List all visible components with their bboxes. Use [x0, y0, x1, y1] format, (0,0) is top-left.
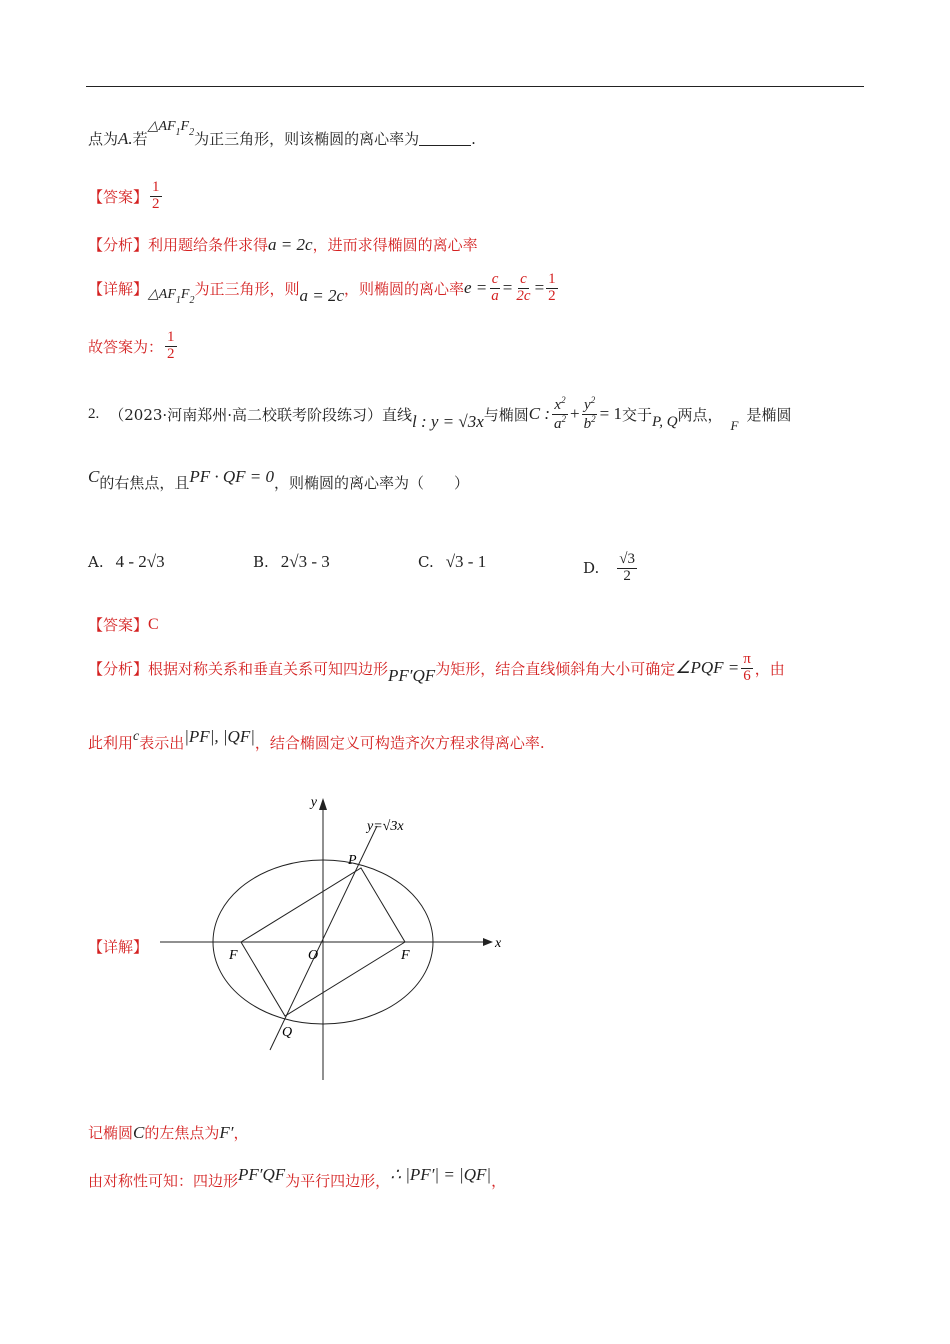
text: 为平行四边形， — [285, 1172, 391, 1190]
detail-label: 【详解】 — [88, 279, 149, 298]
question2 — [88, 396, 792, 433]
fraction: $\frac{c}{a}$ — [491, 271, 499, 304]
answer1 — [88, 180, 164, 213]
label-o: O — [308, 948, 319, 963]
math-expr: PF′QF — [238, 1164, 286, 1184]
note1 — [88, 1122, 249, 1143]
option-b[interactable]: B. 2√3 - 3 — [253, 552, 330, 571]
text: 交于 — [621, 405, 652, 424]
problem1-tail — [88, 119, 476, 149]
analysis2 — [88, 652, 785, 685]
answer-label: 【答案】 — [88, 187, 149, 206]
text: 点为 — [88, 130, 119, 148]
text: ，由 — [754, 659, 785, 678]
math-expr: = 1 — [599, 404, 622, 424]
math-expr: |PF|, |QF| — [184, 726, 255, 746]
text: 故答案为： — [88, 337, 164, 356]
x-axis-arrow — [483, 938, 493, 946]
math-expr: l : y = √3x — [411, 412, 484, 432]
text: 的左焦点为 — [144, 1124, 220, 1142]
answer-label: 【答案】 — [88, 616, 149, 634]
point-a: A. — [118, 128, 133, 148]
text: 的右焦点，且 — [99, 474, 190, 492]
label-f-right: F — [401, 948, 410, 963]
math-expr: F — [730, 418, 739, 434]
question2-cont — [88, 466, 470, 493]
text: 根据对称关系和垂直关系可知四边形 — [148, 659, 389, 678]
label-q: Q — [282, 1025, 293, 1040]
math-expr: a = 2c — [268, 234, 313, 254]
text: 表示出 — [139, 734, 185, 752]
text: 利用题给条件求得 — [148, 236, 269, 254]
text: 为正三角形，则 — [194, 279, 300, 298]
detail1 — [88, 272, 560, 305]
text: ，则椭圆的离心率为（ ） — [274, 474, 470, 492]
option-d[interactable]: D. $\frac{√3}{2}$ — [583, 551, 635, 584]
triangle-expr: $\triangle AF_1F_2$ — [147, 119, 195, 138]
math-expr: c — [133, 728, 140, 744]
triangle-expr: $\triangle AF_1F_2$ — [148, 286, 195, 306]
text: 若 — [132, 130, 148, 148]
math-expr: PF · QF = 0 — [189, 466, 275, 486]
equals: = — [502, 278, 513, 298]
text: 是椭圆 — [746, 405, 792, 424]
analysis1 — [88, 234, 478, 255]
fraction: $\frac{c}{2c}$ — [516, 271, 531, 304]
analysis2-cont — [88, 726, 545, 753]
math-expr: PF′QF — [388, 666, 436, 686]
math-expr: ∴ |PF′| = |QF| — [390, 1164, 492, 1184]
text: ，则椭圆的离心率 — [344, 279, 465, 298]
fraction: $\frac{1}{2}$ — [548, 271, 556, 304]
math-expr: a = 2c — [299, 286, 344, 306]
label-f-left: F — [229, 948, 238, 963]
note2 — [88, 1164, 507, 1191]
analysis-label: 【分析】 — [88, 236, 149, 254]
text: . — [471, 129, 476, 148]
fraction: $\frac{1}{2}$ — [167, 329, 175, 362]
text: 为正三角形，则该椭圆的离心率为 — [194, 130, 420, 148]
text: 此利用 — [88, 734, 134, 752]
label-p: P — [348, 853, 357, 868]
answer2 — [88, 614, 159, 635]
label-x-axis: x — [495, 936, 502, 951]
text: ，进而求得椭圆的离心率 — [312, 236, 478, 254]
text: 由对称性可知：四边形 — [88, 1172, 239, 1190]
text: 为矩形，结合直线倾斜角大小可确定 — [435, 659, 676, 678]
option-c[interactable]: C. √3 - 1 — [418, 552, 487, 571]
question-number: 2. — [88, 405, 100, 422]
math-expr: C : — [528, 404, 551, 424]
fraction: $\frac{x^2}{a^2}$ — [554, 395, 567, 432]
detail2 — [88, 936, 148, 957]
plus: + — [570, 404, 580, 424]
label-line: y=√3x — [367, 819, 404, 834]
math-expr: C — [88, 466, 100, 486]
math-expr: ∠PQF = — [675, 658, 740, 678]
ellipse-figure — [155, 788, 505, 1088]
fraction: $\frac{\pi}{6}$ — [743, 651, 751, 684]
answer-fraction: $\frac{1}{2}$ — [152, 179, 160, 212]
header-rule — [86, 86, 864, 87]
final-answer1 — [88, 330, 179, 363]
math-expr: e = — [464, 278, 488, 298]
math-expr: P, Q — [651, 413, 678, 430]
math-expr: F′ — [219, 1122, 234, 1142]
text: 记椭圆 — [88, 1124, 134, 1142]
option-a[interactable]: A. 4 - 2√3 — [88, 552, 165, 571]
text: ， — [491, 1172, 507, 1190]
text: 两点， — [677, 405, 723, 424]
math-expr: C — [133, 1122, 145, 1142]
detail-label: 【详解】 — [88, 938, 149, 956]
analysis-label: 【分析】 — [88, 659, 149, 678]
question-source: （2023·河南郑州·高二校联考阶段练习）直线 — [109, 405, 412, 424]
y-axis-arrow — [319, 798, 327, 810]
text: ，结合椭圆定义可构造齐次方程求得离心率. — [254, 734, 545, 752]
text: ， — [233, 1124, 249, 1142]
text: 与椭圆 — [483, 405, 529, 424]
answer-blank — [419, 131, 471, 146]
answer-value: C — [148, 615, 159, 633]
label-y-axis: y — [310, 795, 317, 810]
fraction: $\frac{y^2}{b^2}$ — [583, 395, 596, 432]
equals: = — [534, 278, 545, 298]
